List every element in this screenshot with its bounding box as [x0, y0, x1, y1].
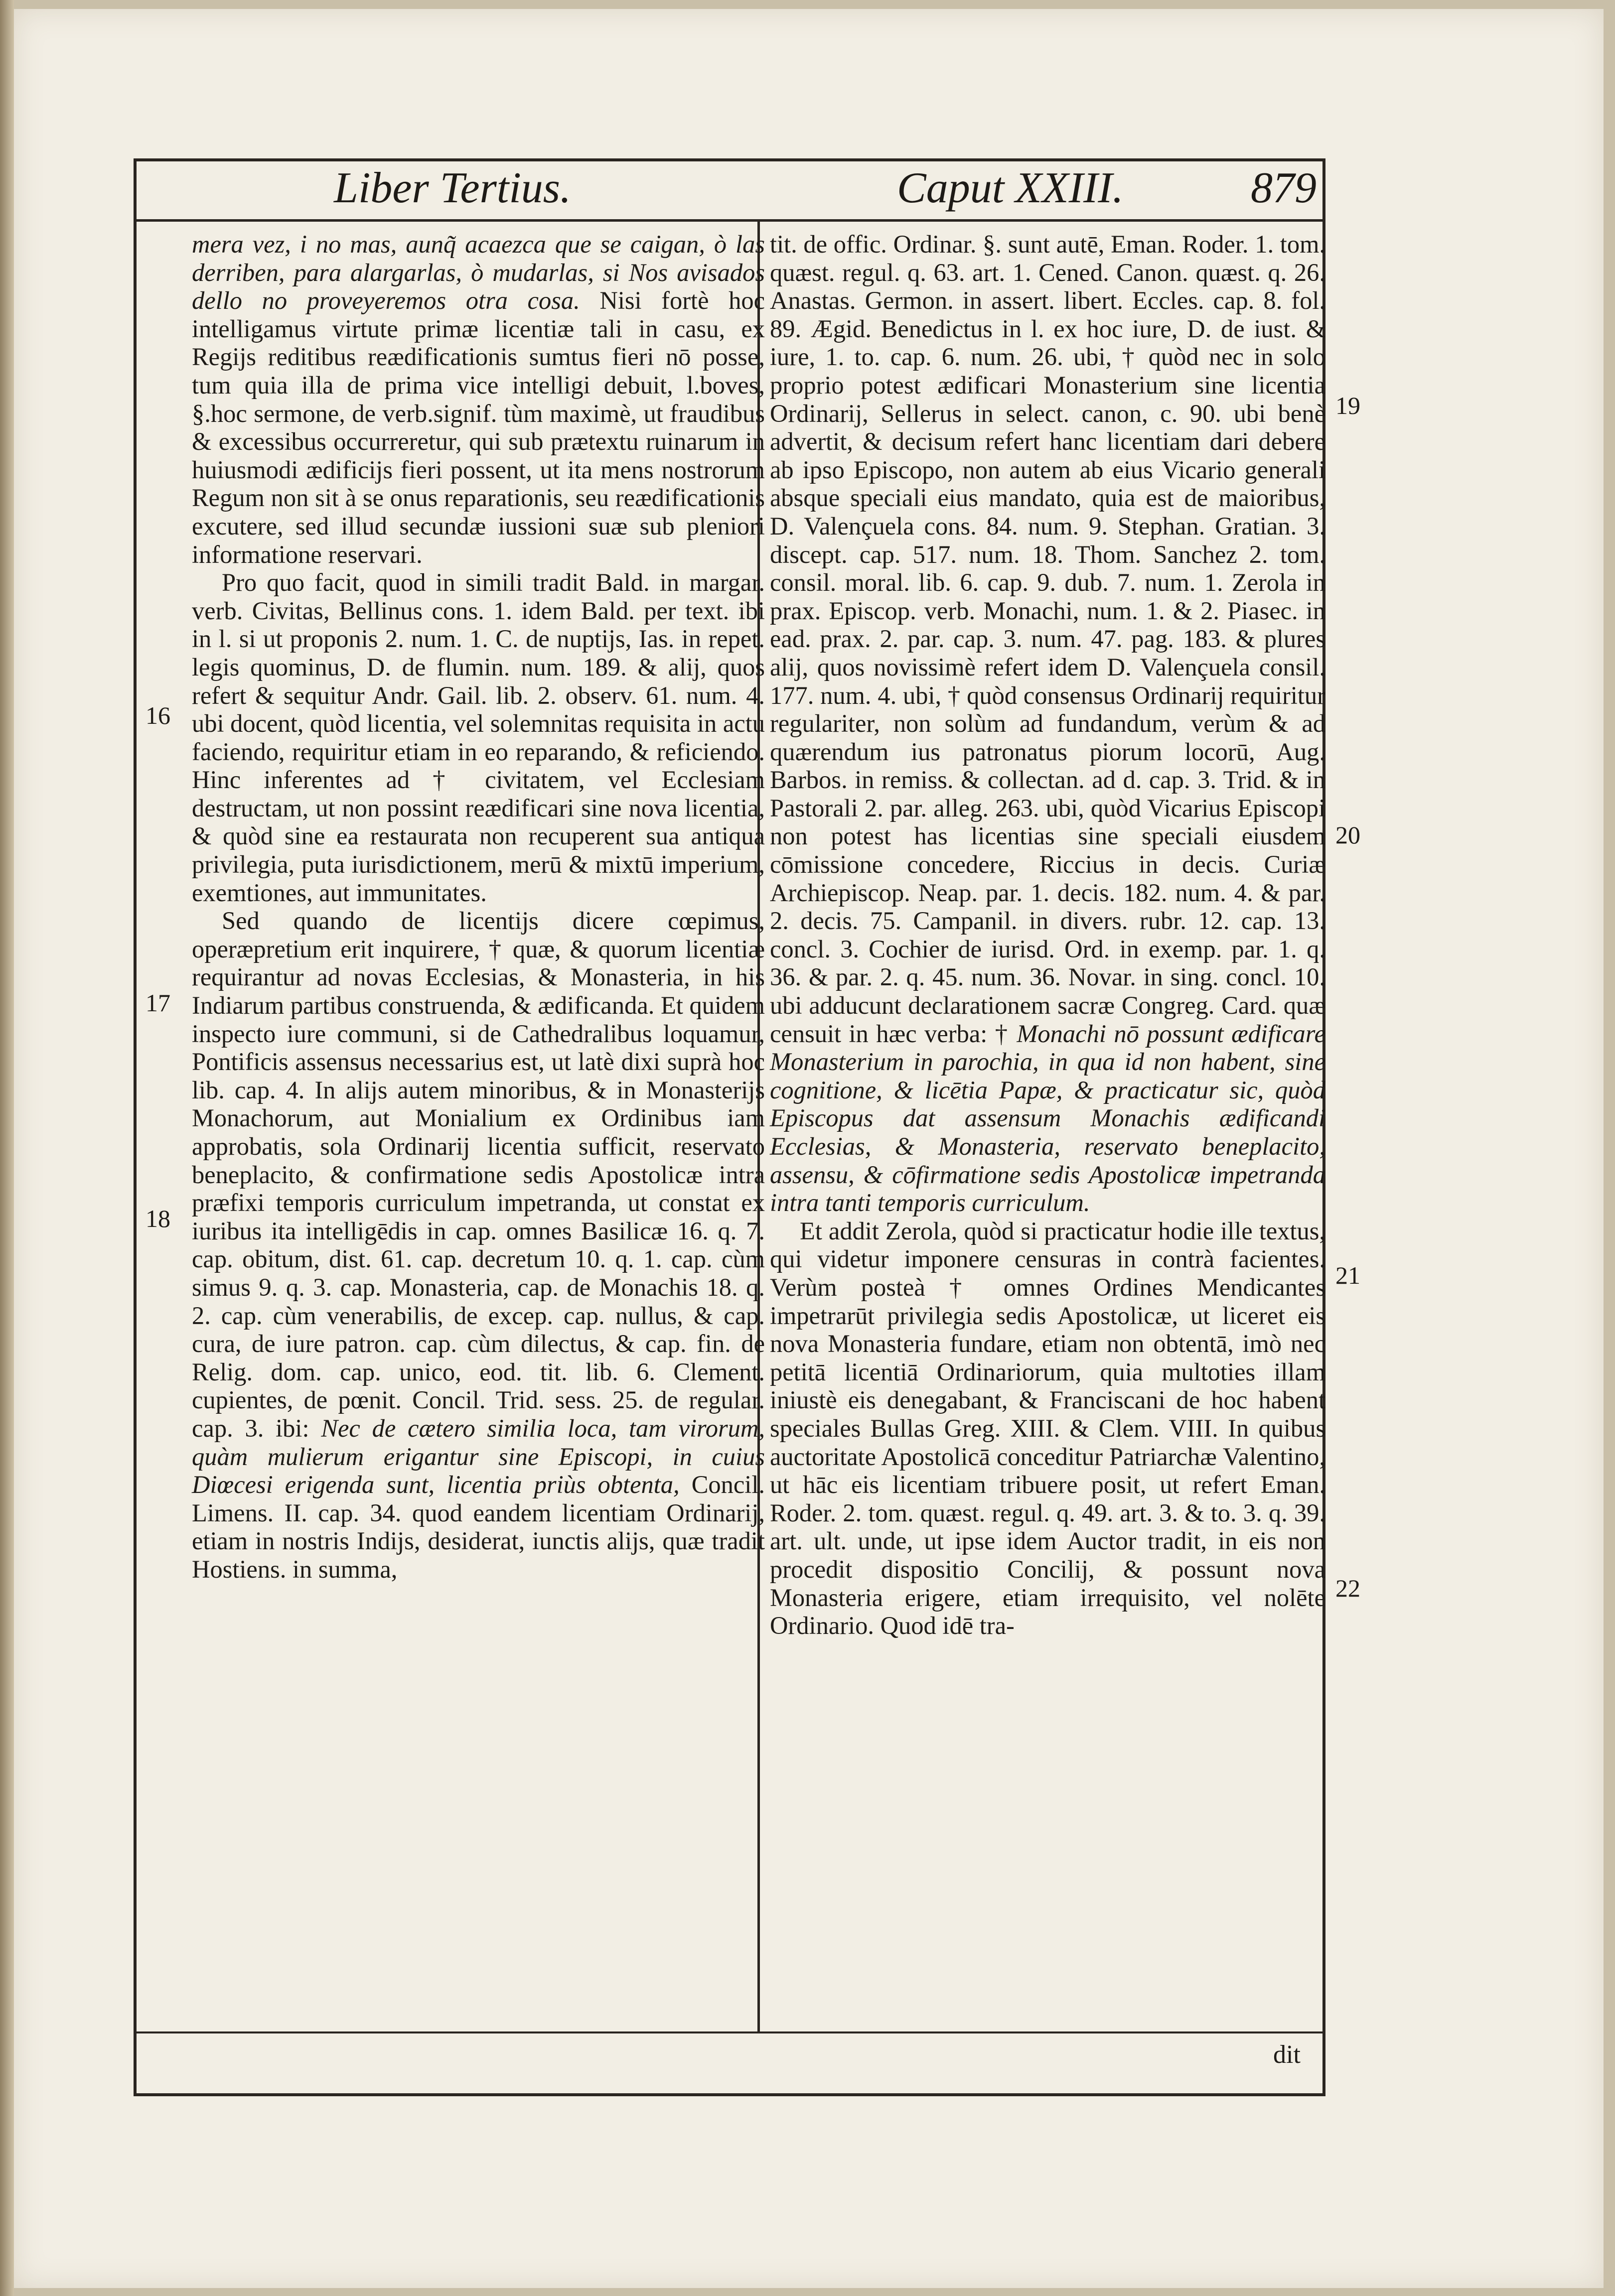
left-text-column: [192, 230, 765, 1584]
catchword: dit: [1273, 2040, 1301, 2069]
paragraph-text: tit. de offic. Ordinar. §. sunt autē, Eman. Roder. 1. tom. quæst. regul. q. 63. art. 1. Cened. Canon. quæst. q. 26. Anastas. Germon. in assert. libert. Eccles. cap. 8. fol. 89. Ægid. Benedictus in l. ex hoc iure, D. de iust. & iure, 1. to. cap. 6. num. 26. ubi, † quòd nec in solo proprio potest ædificari Monasterium sine licentia Ordinarij, Sellerus in select. canon, c. 90. ubi benè advertit, & decisum refert hanc licentiam dari debere ab ipso Episcopo, non autem ab eius Vicario generali absque speciali eius mandato, quia est de maioribus, D. Valençuela cons. 84. num. 9. Stephan. Gratian. 3. discept. cap. 517. num. 18. Thom. Sanchez 2. tom. consil. moral. lib. 6. cap. 9. dub. 7. num. 1. Zerola in prax. Episcop. verb. Monachi, num. 1. & 2. Piasec. in ead. prax. 2. par. cap. 3. num. 47. pag. 183. & plures alij, quos novissimè refert idem D. Valençuela consil. 177. num. 4. ubi, † quòd consensus Ordinarij requiritur regulariter, non solùm ad fundandum, verùm & ad quærendum ius patronatus piorum locorū, Aug. Barbos. in remiss. & collectan. ad d. cap. 3. Trid. & in Pastorali 2. par. alleg. 263. ubi, quòd Vicarius Episcopi non potest has licentias sine speciali eiusdem cōmissione concedere, Riccius in decis. Curiæ Archiepiscop. Neap. par. 1. decis. 182. num. 4. & par. 2. decis. 75. Campanil. in divers. rubr. 12. cap. 13. concl. 3. Cochier de iurisd. Ord. in exemp. par. 1. q. 36. & par. 2. q. 45. num. 36. Novar. in sing. concl. 10. ubi adducunt declarationem sacræ Congreg. Card. quæ censuit in hæc verba: †: [770, 230, 1325, 1048]
margin-number-21: 21: [1335, 1261, 1360, 1289]
left-paragraph-3: [192, 907, 765, 1583]
running-title-right: Caput XXIII.: [897, 164, 1124, 212]
margin-number-16: 16: [146, 701, 170, 729]
right-paragraph-2: [770, 1217, 1325, 1640]
paragraph-text: Pro quo facit, quod in simili tradit Bald. in margar. verb. Civitas, Bellinus cons. 1. idem Bald. per text. ibi in l. si ut proponis 2. num. 1. C. de nuptijs, Ias. in repet. legis quominus, D. de flumin. num. 189. & alij, quos refert & sequitur Andr. Gail. lib. 2. observ. 61. num. 4. ubi docent, quòd licentia, vel solemnitas requisita in actu faciendo, requiritur etiam in eo reparando, & reficiendo. Hinc inferentes ad † civitatem, vel Ecclesiam destructam, ut non possint reædificari sine nova licentia, & quòd sine ea restaurata non recuperent sua antiqua privilegia, puta iurisdictionem, merū & mixtū imperium, exemtiones, aut immunitates.: [192, 568, 765, 907]
spanish-quote: mera vez, i no mas, aunq̃ acaezca que se caigan, ò las derriben, para alargarlas, ò mudarlas, si Nos avisados dello no proveyeremos otra cosa.: [192, 230, 765, 315]
margin-number-17: 17: [146, 989, 170, 1017]
paragraph-text: Et addit Zerola, quòd si practicatur hodie ille textus, qui videtur imponere censuras in contrà facientes. Verùm posteà † omnes Ordines Mendicantes impetrarūt privilegia sedis Apostolicæ, ut liceret eis nova Monasteria fundare, etiam non obtentā, imò nec petitā licentiā Ordinariorum, quia multoties illam iniustè eis denegabant, & Franciscani de hoc habent speciales Bullas Greg. XIII. & Clem. VIII. In quibus auctoritate Apostolicā conceditur Patriarchæ Valentino, ut hāc eis licentiam tribuere posit, ut refert Eman. Roder. 2. tom. quæst. regul. q. 49. art. 3. & to. 3. q. 39. art. ult. unde, ut ipse idem Auctor tradit, in eis non procedit dispositio Concilij, & possunt nova Monasteria erigere, etiam irrequisito, vel nolēte Ordinario. Quod idē tra-: [770, 1216, 1325, 1640]
left-paragraph-1: [192, 230, 765, 568]
margin-number-22: 22: [1335, 1574, 1360, 1602]
margin-number-18: 18: [146, 1205, 170, 1232]
margin-number-20: 20: [1335, 821, 1360, 849]
council-quote: Nec de cætero similia loca, tam virorum, quàm mulierum erigantur sine Episcopi, in cuius Diœcesi erigenda sunt, licentia priùs obtenta,: [192, 1414, 765, 1499]
header-rule: [134, 219, 1325, 222]
right-text-column: [770, 230, 1325, 1640]
page-gutter-shadow: [0, 0, 14, 2296]
paragraph-text: Nisi fortè hoc intelligamus virtute primæ licentiæ tali in casu, ex Regijs reditibus reædificationis sumtus fieri nō posse, tum quia illa de prima vice intelligi debuit, l.boves, §.hoc sermone, de verb.signif. tùm maximè, ut fraudibus & excessibus occurreretur, qui sub prætextu ruinarum in huiusmodi ædificijs fieri possent, ut ita mens nostrorum Regum non sit à se onus reparationis, seu reædificationis excutere, sed illud secundæ iussioni suæ sub pleniori informatione reservari.: [192, 286, 765, 568]
running-title-left: Liber Tertius.: [334, 164, 572, 212]
right-paragraph-1: [770, 230, 1325, 1217]
paragraph-text: Concil. Limens. II. cap. 34. quod eandem licentiam Ordinarij, etiam in nostris Indijs, desiderat, iunctis alijs, quæ tradit Hostiens. in summa,: [192, 1471, 765, 1583]
paragraph-text: Sed quando de licentijs dicere cœpimus, operæpretium erit inquirere, † quæ, & quorum licentiæ requirantur ad novas Ecclesias, & Monasteria, in his Indiarum partibus construenda, & ædificanda. Et quidem inspecto iure communi, si de Cathedralibus loquamur, Pontificis assensus necessarius est, ut latè dixi suprà hoc lib. cap. 4. In alijs autem minoribus, & in Monasterijs Monachorum, aut Monialium ex Ordinibus iam approbatis, sola Ordinarij licentia sufficit, reservato beneplacito, & confirmatione sedis Apostolicæ intra præfixi temporis curriculum impetranda, ut constat ex iuribus ita intelligēdis in cap. omnes Basilicæ 16. q. 7. cap. obitum, dist. 61. cap. decretum 10. q. 1. cap. cùm simus 9. q. 3. cap. Monasteria, cap. de Monachis 18. q. 2. cap. cùm venerabilis, de excep. cap. nullus, & cap. cura, de iure patron. cap. cùm dilectus, & cap. fin. de Relig. dom. cap. unico, eod. tit. lib. 6. Clement. cupientes, de pœnit. Concil. Trid. sess. 25. de regular. cap. 3. ibi:: [192, 907, 765, 1442]
congregation-quote: Monachi nō possunt ædificare Monasterium in parochia, in qua id non habent, sine cognitione, & licētia Papæ, & practicatur sic, quòd Episcopus dat assensum Monachis ædificandi Ecclesias, & Monasteria, reservato beneplacito, assensu, & cōfirmatione sedis Apostolicæ impetranda intra tanti temporis curriculum.: [770, 1019, 1325, 1217]
margin-number-19: 19: [1335, 392, 1360, 419]
left-paragraph-2: [192, 568, 765, 907]
footer-rule: [134, 2031, 1325, 2033]
page-number: 879: [1251, 164, 1317, 212]
